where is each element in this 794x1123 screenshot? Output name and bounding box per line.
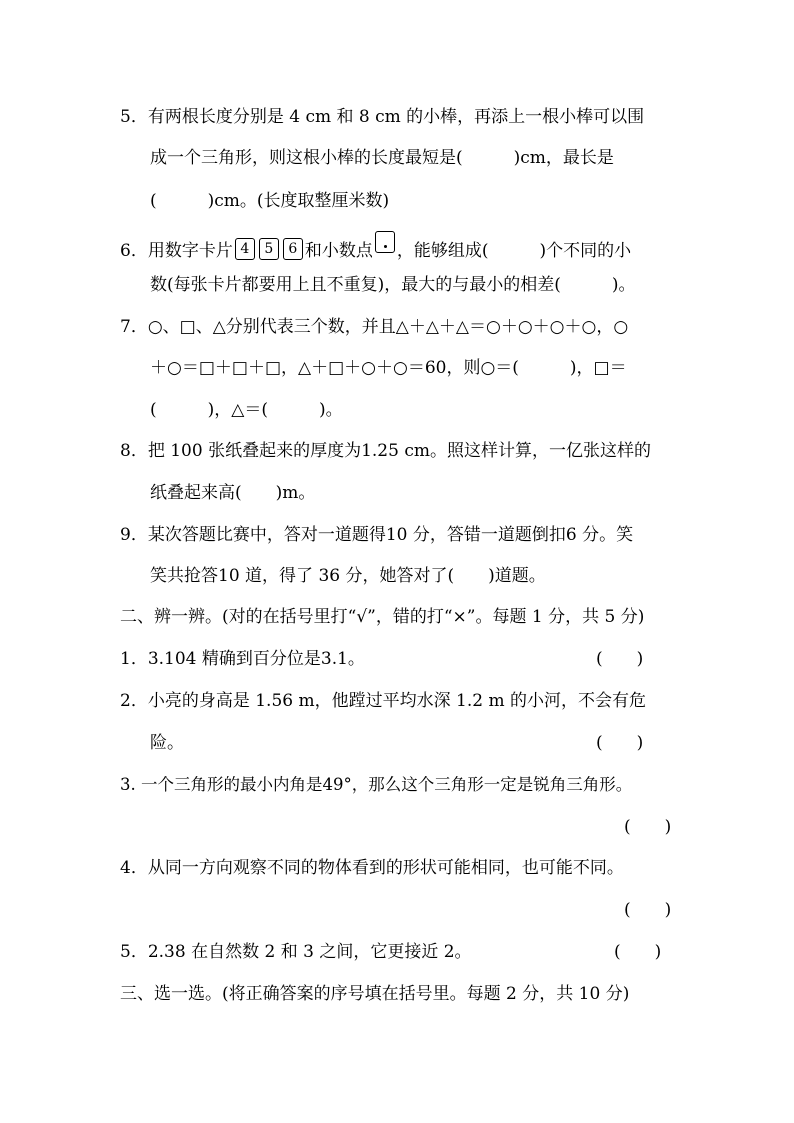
q5-line2: 成一个三角形，则这根小棒的长度最短是( )cm，最长是 xyxy=(150,148,614,168)
q6-text-b: 和小数点 xyxy=(304,241,373,261)
q5-line1: 5．有两根长度分别是 4 cm 和 8 cm 的小棒，再添上一根小棒可以围 xyxy=(120,107,645,127)
q6-line1 xyxy=(120,231,631,263)
s2-q1: 1．3.104 精确到百分位是3.1。 xyxy=(120,649,365,669)
q6-line2: 数(每张卡片都要用上且不重复)，最大的与最小的相差( )。 xyxy=(150,275,636,295)
s2-q4-answer-paren[interactable]: ( ) xyxy=(624,900,672,920)
q7-line1: 7．○、□、△分别代表三个数，并且△＋△＋△＝○＋○＋○＋○，○ xyxy=(120,317,629,337)
q9-line2: 笑共抢答10 道，得了 36 分，她答对了( )道题。 xyxy=(150,566,546,586)
decimal-point-card-icon xyxy=(375,231,395,253)
s2-q2-answer-paren[interactable]: ( ) xyxy=(596,733,644,753)
q7-line3: ( )，△＝( )。 xyxy=(150,400,343,420)
s2-q3: 3. 一个三角形的最小内角是49°，那么这个三角形一定是锐角三角形。 xyxy=(120,775,633,794)
digit-card-5: 5 xyxy=(259,238,279,260)
q6-text-c: ，能够组成( )个不同的小 xyxy=(396,241,632,261)
q7-line2: ＋○＝□＋□＋□，△＋□＋○＋○＝60，则○＝( )，□＝ xyxy=(150,358,627,378)
s2-q2-line1: 2．小亮的身高是 1.56 m，他蹚过平均水深 1.2 m 的小河，不会有危 xyxy=(120,691,646,711)
section2-title: 二、辨一辨。(对的在括号里打“√”，错的打“×”。每题 1 分，共 5 分) xyxy=(120,607,645,627)
s2-q3-answer-paren[interactable]: ( ) xyxy=(624,817,672,837)
s2-q5-answer-paren[interactable]: ( ) xyxy=(614,942,662,962)
s2-q4: 4．从同一方向观察不同的物体看到的形状可能相同，也可能不同。 xyxy=(120,858,624,878)
q8-line2: 纸叠起来高( )m。 xyxy=(150,483,316,503)
s2-q5: 5．2.38 在自然数 2 和 3 之间，它更接近 2。 xyxy=(120,942,472,962)
section3-title: 三、选一选。(将正确答案的序号填在括号里。每题 2 分，共 10 分) xyxy=(120,984,630,1004)
s2-q1-answer-paren[interactable]: ( ) xyxy=(596,649,644,669)
q6-text-a: 6．用数字卡片 xyxy=(120,241,233,261)
q9-line1: 9．某次答题比赛中，答对一道题得10 分，答错一道题倒扣6 分。笑 xyxy=(120,525,634,545)
digit-card-6: 6 xyxy=(283,238,303,260)
s2-q2-line2: 险。 xyxy=(150,733,184,753)
q5-line3: ( )cm。(长度取整厘米数) xyxy=(150,191,390,211)
q8-line1: 8．把 100 张纸叠起来的厚度为1.25 cm。照这样计算，一亿张这样的 xyxy=(120,441,651,461)
digit-card-4: 4 xyxy=(235,238,255,260)
